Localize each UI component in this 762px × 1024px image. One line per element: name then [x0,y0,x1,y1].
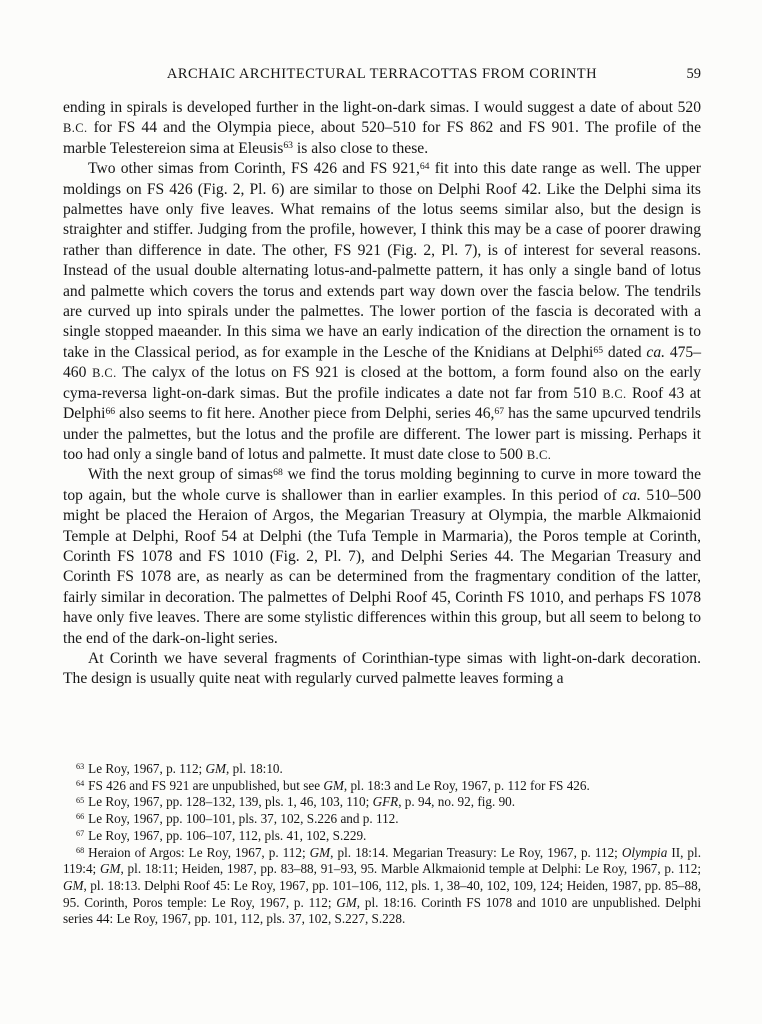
footnote-66-text: Le Roy, 1967, pp. 100–101, pls. 37, 102, S.226 and p. 112. [88,811,399,827]
footnote-68-marker: 68 [76,845,85,855]
paragraph-two-other-simas: Two other simas from Corinth, FS 426 and FS 921,64 fit into this date range as well. The upper moldings on FS 426 (Fig. 2, Pl. 6) are similar to those on Delphi Roof 42. Like the Delphi sima its palmettes have only five leaves. What remains of the lotus seems similar also, but the design is straighter and stiffer. Judging from the profile, however, I think this may be a case of poorer drawing rather than difference in date. The other, FS 921 (Fig. 2, Pl. 7), is of interest for several reasons. Instead of the usual double alternating lotus-and-palmette pattern, it has only a single band of lotus and palmette which covers the torus and extends part way down over the fascia below. The tendrils are curved up into spirals under the palmettes. The lower portion of the fascia is decorated with a single stopped maeander. In this sima we have an early indication of the direction the ornament is to take in the Classical period, as for example in the Lesche of the Knidians at Delphi$^{65}$ dated ca. 475–460 B.C. The calyx of the lotus on FS 921 is closed at the bottom, a form found also on the early cyma-reversa light-on-dark simas. But the profile indicates a date not far from 510 B.C. Roof 43 at Delphi$^{66}$ also seems to fit here. Another piece from Delphi, series 46,67 has the same upcurved tendrils under the palmettes, but the lotus and the profile are different. The lower part is missing. Perhaps it too had only a single band of lotus and palmette. It must date close to 500 B.C. [63,160,702,463]
footnote-67-marker: 67 [76,829,85,839]
footnote-66 [63,811,701,828]
footnote-64 [63,778,701,795]
footnotes [63,761,701,928]
page-number: 59 [686,66,701,82]
paragraph-at-corinth: At Corinth we have several fragments of Corinthian-type simas with light-on-dark decoration. The design is usually quite neat with regularly curved palmette leaves forming a [63,649,701,688]
footnote-63-text: Le Roy, 1967, p. 112; GM, pl. 18:10. [88,761,283,776]
footnote-65 [63,794,701,811]
running-head-title: ARCHAIC ARCHITECTURAL TERRACOTTAS FROM CORINTH [166,66,598,82]
page-header [63,66,701,83]
footnote-64-text: FS 426 and FS 921 are unpublished, but see GM, pl. 18:3 and Le Roy, 1967, p. 112 for FS 426. [88,777,590,793]
paragraph-continuation: ending in spirals is developed further in the light-on-dark simas. I would suggest a date of about 520 B.C. for FS 44 and the Olympia piece, about 520–510 for FS 862 and FS 901. The profile of the marble Telestereion sima at Eleusis$^{63}$ is also close to these. [63,99,701,157]
footnote-65-text: Le Roy, 1967, pp. 128–132, 139, pls. 1, 46, 103, 110; GFR, p. 94, no. 92, fig. 90. [88,794,516,810]
footnote-66-marker: 66 [76,812,85,822]
footnote-68 [63,845,701,929]
footnote-68-text: Heraion of Argos: Le Roy, 1967, p. 112; GM, pl. 18:14. Megarian Treasury: Le Roy, 1967, p. 112; Olympia II, pl. 119:4; GM, pl. 18:11; Heiden, 1987, pp. 83–88, 91–93, 95. Marble Alkmaionid temple at Delphi: Le Roy, 1967, p. 112; GM, pl. 18:13. Delphi Roof 45: Le Roy, 1967, pp. 101–106, 112, pls. 1, 38–40, 102, 109, 124; Heiden, 1987, pp. 85–88, 95. Corinth, Poros temple: Le Roy, 1967, p. 112; GM, pl. 18:16. Corinth FS 1078 and 1010 are unpublished. Delphi series 44: Le Roy, 1967, pp. 101, 112, pls. 37, 102, S.227, S.228. [63,844,701,927]
body-text [63,98,701,690]
footnote-65-marker: 65 [76,795,85,805]
footnote-67-text: Le Roy, 1967, pp. 106–107, 112, pls. 41, 102, S.229. [88,827,367,843]
footnote-67 [63,828,701,845]
footnote-63-marker: 63 [76,762,85,772]
paragraph-next-group-of-simas: With the next group of simas$^{68}$ we find the torus molding beginning to curve in more toward the top again, but the whole curve is shallower than in earlier examples. In this period of ca. 510–500 might be placed the Heraion of Argos, the Megarian Treasury at Olympia, the marble Alkmaionid Temple at Delphi, Roof 54 at Delphi (the Tufa Temple in Marmaria), the Poros temple at Corinth, Corinth FS 1078 and FS 1010 (Fig. 2, Pl. 7), and Delphi Series 44. The Megarian Treasury and Corinth FS 1078 are, as nearly as can be determined from the fragmentary condition of the latter, fairly similar in decoration. The palmettes of Delphi Roof 45, Corinth FS 1010, and perhaps FS 1078 have only five leaves. There are some stylistic differences within this group, but all seem to belong to the end of the dark-on-light series. [63,466,701,647]
footnote-63 [63,761,701,778]
footnote-64-marker: 64 [76,779,85,789]
